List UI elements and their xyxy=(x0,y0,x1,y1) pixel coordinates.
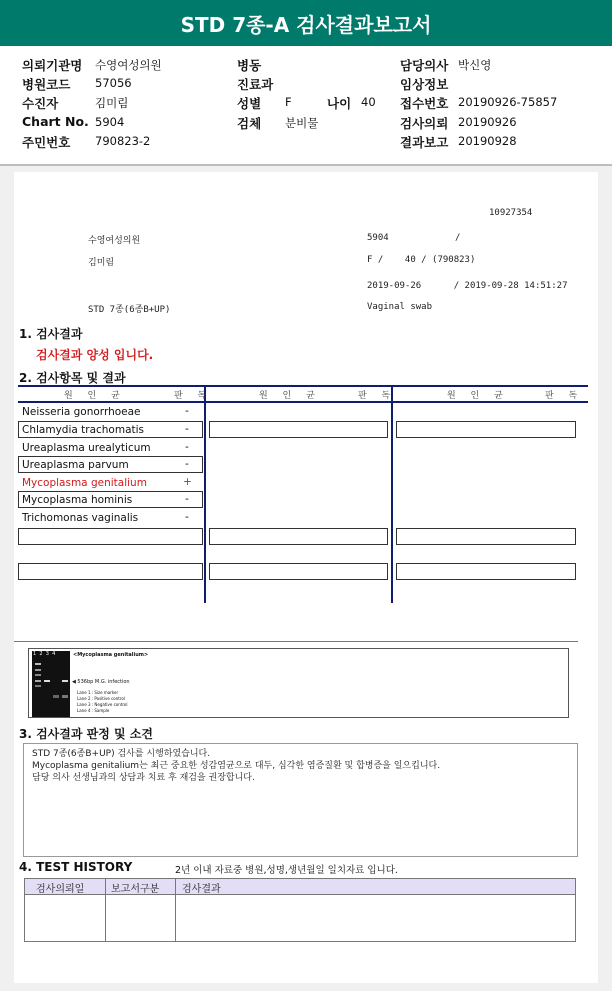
report-date-value: 20190928 xyxy=(458,134,517,148)
request-date-label: 검사의뢰 xyxy=(400,116,449,131)
results-table-header-rule xyxy=(18,401,588,403)
history-col-report-type: 보고서구분 xyxy=(111,884,160,895)
department-label: 진료과 xyxy=(237,77,274,92)
institution-label: 의뢰기관명 xyxy=(22,58,83,73)
request-date-value: 20190926 xyxy=(458,115,517,129)
empty-row-box xyxy=(18,563,203,580)
sheet-slash: / xyxy=(455,233,461,243)
col-organism-header-2: 원 인 균 xyxy=(259,391,321,401)
report-sheet xyxy=(14,172,598,983)
gel-band-label: ◀ 536bp M.G. infection xyxy=(72,679,130,685)
history-table-body xyxy=(24,895,576,942)
organism-result: - xyxy=(185,511,189,523)
col-judgement-header-1: 판 독 xyxy=(174,391,213,401)
receipt-no-label: 접수번호 xyxy=(400,96,449,111)
sheet-id: 10927354 xyxy=(489,208,533,218)
organism-result: - xyxy=(185,441,189,453)
sheet-clinic: 수영여성의원 xyxy=(88,236,141,246)
specimen-value: 분비물 xyxy=(285,116,319,130)
history-table-header xyxy=(24,878,576,895)
col-organism-header-1: 원 인 균 xyxy=(64,391,126,401)
gel-legend-item: Lane 4 : Sample xyxy=(77,708,110,713)
resident-no-value: 790823-2 xyxy=(95,134,151,148)
section2-title: 2. 검사항목 및 결과 xyxy=(19,371,126,385)
resident-no-label: 주민번호 xyxy=(22,135,71,150)
hospital-code-label: 병원코드 xyxy=(22,77,71,92)
comment-box xyxy=(23,743,578,857)
comment-line: STD 7종(6종B+UP) 검사를 시행하였습니다. xyxy=(32,749,211,759)
empty-row-box xyxy=(209,421,388,438)
empty-row-box xyxy=(209,528,388,545)
sheet-patient: 김미림 xyxy=(88,258,115,268)
chart-no-label: Chart No. xyxy=(22,114,89,129)
report-title: STD 7종-A 검사결과보고서 xyxy=(180,12,432,37)
sheet-dates: 2019-09-26 / 2019-09-28 14:51:27 xyxy=(367,281,568,291)
sheet-chart: 5904 xyxy=(367,233,389,243)
organism-name: Neisseria gonorrhoeae xyxy=(22,406,141,418)
history-col-request-date: 검사의뢰일 xyxy=(36,884,85,895)
empty-row-box xyxy=(18,528,203,545)
receipt-no-value: 20190926-75857 xyxy=(458,95,558,109)
organism-name: Mycoplasma hominis xyxy=(22,494,133,506)
chart-no-value: 5904 xyxy=(95,115,125,129)
sex-value: F xyxy=(285,95,292,109)
organism-result: - xyxy=(185,423,189,435)
patient-value: 김미림 xyxy=(95,96,129,110)
organism-name: Ureaplasma urealyticum xyxy=(22,442,151,454)
organism-name: Trichomonas vaginalis xyxy=(22,512,139,524)
organism-result: - xyxy=(185,405,189,417)
col-organism-header-3: 원 인 균 xyxy=(447,391,509,401)
sheet-specimen: Vaginal swab xyxy=(367,302,433,312)
patient-label: 수진자 xyxy=(22,96,59,111)
results-table-top-rule xyxy=(18,385,588,387)
results-table-divider-1 xyxy=(204,385,206,603)
organism-name: Chlamydia trachomatis xyxy=(22,424,145,436)
gel-electrophoresis-image xyxy=(28,648,569,718)
institution-value: 수영여성의원 xyxy=(95,58,162,72)
section1-title: 1. 검사결과 xyxy=(19,327,83,341)
gel-legend-item: Lane 3 : Negative control xyxy=(77,702,128,707)
col-judgement-header-2: 판 독 xyxy=(358,391,397,401)
specimen-label: 검체 xyxy=(237,116,262,131)
history-col-divider xyxy=(105,878,106,942)
sex-label: 성별 xyxy=(237,96,262,111)
gel-legend-item: Lane 1 : Size marker xyxy=(77,690,119,695)
doctor-label: 담당의사 xyxy=(400,58,449,73)
section-separator xyxy=(14,641,578,642)
history-col-result: 검사결과 xyxy=(182,884,221,895)
organism-name: Ureaplasma parvum xyxy=(22,459,129,471)
organism-result: - xyxy=(185,458,189,470)
gel-legend-item: Lane 2 : Positive control xyxy=(77,696,125,701)
comment-line: Mycoplasma genitalium는 최근 중요한 성감염균으로 대두, 심각한 염증질환 및 합병증을 일으킵니다. xyxy=(32,761,441,771)
history-col-divider xyxy=(175,878,176,942)
report-date-label: 결과보고 xyxy=(400,135,449,150)
doctor-value: 박신영 xyxy=(458,58,492,72)
sheet-sex-age: F / 40 / (790823) xyxy=(367,255,476,265)
age-value: 40 xyxy=(361,95,376,109)
gel-lane-numbers: 1 2 3 4 xyxy=(33,651,56,657)
empty-row-box xyxy=(209,563,388,580)
history-note: 2년 이내 자료중 병원,성명,생년월일 일치자료 입니다. xyxy=(175,865,398,876)
organism-name-positive: Mycoplasma genitalium xyxy=(22,477,147,489)
overall-result: 검사결과 양성 입니다. xyxy=(36,348,154,362)
organism-result: - xyxy=(185,493,189,505)
section3-title: 3. 검사결과 판정 및 소견 xyxy=(19,727,153,741)
sheet-test-name: STD 7종(6종B+UP) xyxy=(88,305,171,315)
section4-title: 4. TEST HISTORY xyxy=(19,860,133,874)
hospital-code-value: 57056 xyxy=(95,76,132,90)
comment-line: 담당 의사 선생님과의 상담과 치료 후 재검을 권장합니다. xyxy=(32,773,255,783)
patient-header-panel xyxy=(0,46,612,166)
gel-title: <Mycoplasma genitalium> xyxy=(73,652,149,658)
ward-label: 병동 xyxy=(237,58,262,73)
results-table-divider-2 xyxy=(391,385,393,603)
clinical-info-label: 임상정보 xyxy=(400,77,449,92)
organism-result-positive: + xyxy=(183,476,192,488)
report-title-banner xyxy=(0,0,612,46)
empty-row-box xyxy=(396,528,576,545)
col-judgement-header-3: 판 독 xyxy=(545,391,584,401)
age-label: 나이 xyxy=(327,96,352,111)
empty-row-box xyxy=(396,421,576,438)
empty-row-box xyxy=(396,563,576,580)
